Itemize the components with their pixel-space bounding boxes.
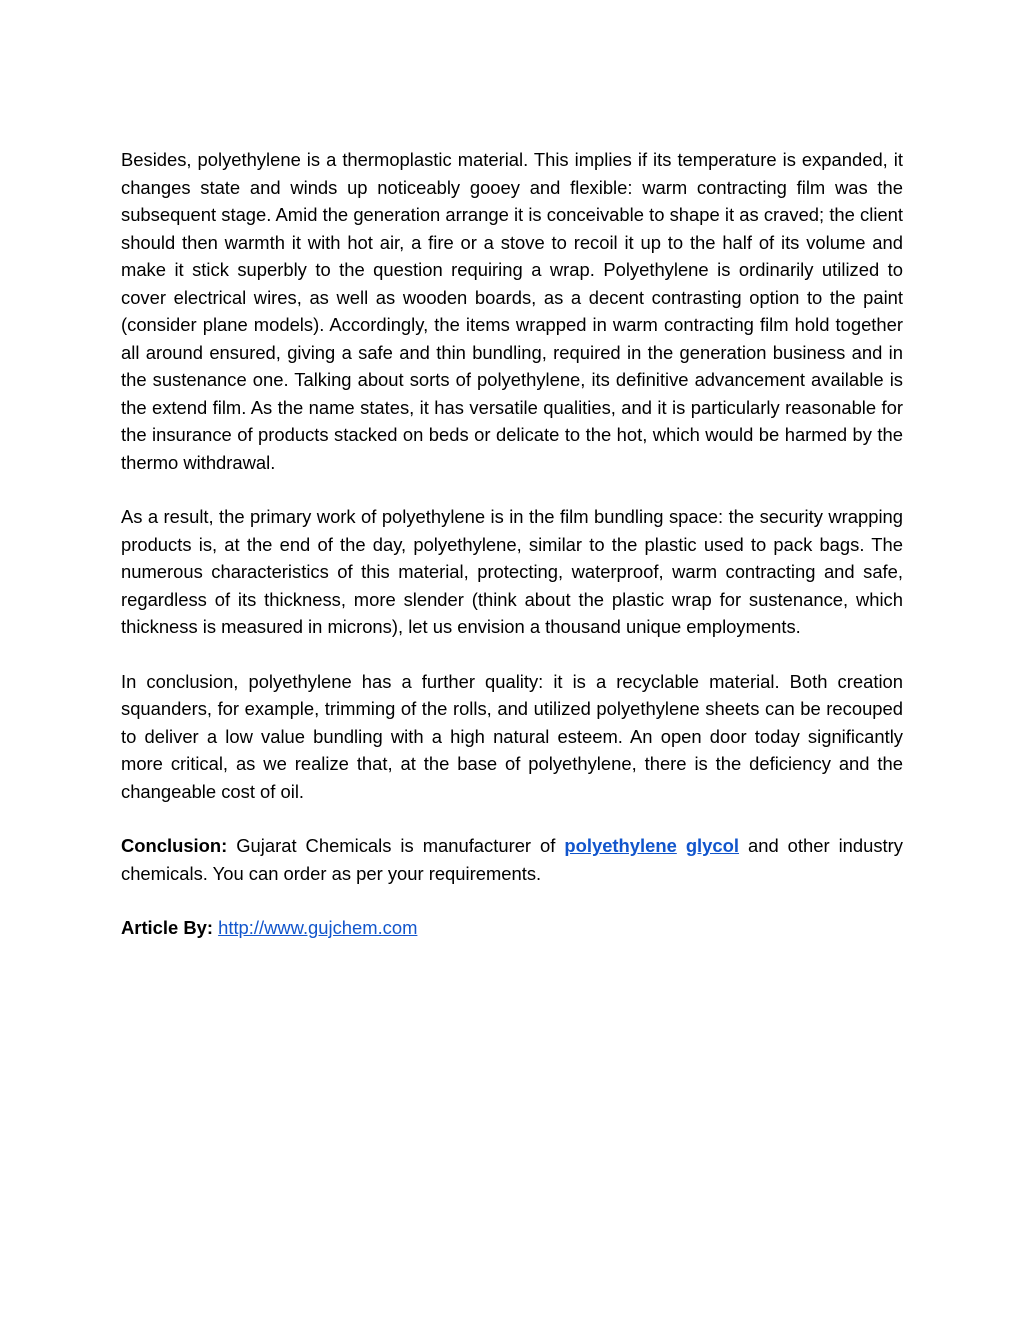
document-page — [121, 146, 903, 969]
conclusion-paragraph — [121, 832, 903, 887]
polyethylene-link[interactable]: polyethylene — [564, 835, 677, 856]
conclusion-space — [677, 835, 686, 856]
conclusion-text-after: and other industry chemicals. You can order as per your requirements. — [121, 835, 903, 884]
paragraph-thermoplastic: Besides, polyethylene is a thermoplastic material. This implies if its temperature is expanded, it changes state and winds up noticeably gooey and flexible: warm contracting film was the subsequent stage. Amid the generation arrange it is conceivable to shape it as craved; the client should then warmth it with hot air, a fire or a stove to recoil it up to the half of its volume and make it stick superbly to the question requiring a wrap. Polyethylene is ordinarily utilized to cover electrical wires, as well as wooden boards, as a decent contrasting option to the paint (consider plane models). Accordingly, the items wrapped in warm contracting film hold together all around ensured, giving a safe and thin bundling, required in the generation business and in the sustenance one. Talking about sorts of polyethylene, its definitive advancement available is the extend film. As the name states, it has versatile qualities, and it is particularly reasonable for the insurance of products stacked on beds or delicate to the hot, which would be harmed by the thermo withdrawal. — [121, 149, 903, 473]
paragraph-film-bundling: As a result, the primary work of polyethylene is in the film bundling space: the security wrapping products is, at the end of the day, polyethylene, similar to the plastic used to pack bags. The numerous characteristics of this material, protecting, waterproof, warm contracting and safe, regardless of its thickness, more slender (think about the plastic wrap for sustenance, which thickness is measured in microns), let us envision a thousand unique employments. — [121, 506, 903, 637]
glycol-link[interactable]: glycol — [685, 835, 739, 856]
article-by-paragraph — [121, 914, 903, 942]
paragraph-recyclable: In conclusion, polyethylene has a further quality: it is a recyclable material. Both creation squanders, for example, trimming of the rolls, and utilized polyethylene sheets can be recouped to deliver a low value bundling with a high natural esteem. An open door today significantly more critical, as we realize that, at the base of polyethylene, there is the deficiency and the changeable cost of oil. — [121, 670, 903, 802]
article-by-label: Article By: — [121, 917, 213, 938]
conclusion-label: Conclusion: — [121, 835, 228, 856]
conclusion-text-before: Gujarat Chemicals is manufacturer of — [227, 835, 565, 856]
website-link[interactable]: http://www.gujchem.com — [218, 917, 418, 938]
